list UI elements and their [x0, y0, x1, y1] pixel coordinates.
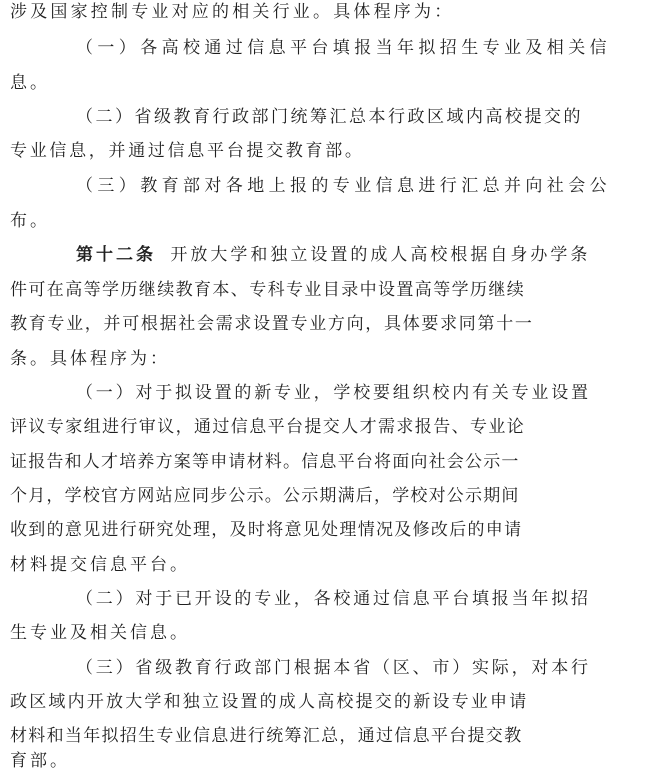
text-line-13: 评议专家组进行审议，通过信息平台提交人才需求报告、专业论 — [10, 417, 526, 437]
text-line-23: 育部。 — [10, 751, 70, 771]
text-line-18: （二）对于已开设的专业，各校通过信息平台填报当年拟招 — [76, 589, 591, 609]
text-line-22: 材料和当年拟招生专业信息进行统筹汇总，通过信息平台提交教 — [10, 726, 523, 746]
text-line-11: 条。具体程序为： — [10, 349, 170, 369]
text-line-15: 个月，学校官方网站应同步公示。公示期满后，学校对公示期间 — [10, 486, 520, 506]
text-line-16: 收到的意见进行研究处理，及时将意见处理情况及修改后的申请 — [10, 520, 523, 540]
text-line-5: 专业信息，并通过信息平台提交教育部。 — [10, 141, 365, 161]
text-line-6: （三）教育部对各地上报的专业信息进行汇总并向社会公 — [76, 176, 611, 196]
text-line-12: （一）对于拟设置的新专业，学校要组织校内有关专业设置 — [76, 383, 591, 403]
text-line-1: 涉及国家控制专业对应的相关行业。具体程序为： — [10, 2, 455, 22]
text-line-20: （三）省级教育行政部门根据本省（区、市）实际，对本行 — [76, 658, 591, 678]
text-line-4: （二）省级教育行政部门统筹汇总本行政区域内高校提交的 — [76, 107, 583, 127]
text-line-19: 生专业及相关信息。 — [10, 623, 190, 643]
article-12-line — [76, 244, 590, 266]
text-line-14: 证报告和人才培养方案等申请材料。信息平台将面向社会公示一 — [10, 452, 520, 472]
text-line-8: 开放大学和独立设置的成人高校根据自身办学条 — [170, 245, 591, 265]
text-line-9: 件可在高等学历继续教育本、专科专业目录中设置高等学历继续 — [10, 280, 526, 300]
article-12-heading: 第十二条 — [76, 245, 156, 265]
text-line-7: 布。 — [10, 211, 50, 231]
text-line-2: （一）各高校通过信息平台填报当年拟招生专业及相关信 — [76, 38, 611, 58]
text-line-10: 教育专业，并可根据社会需求设置专业方向，具体要求同第十一 — [10, 314, 534, 334]
text-line-21: 政区域内开放大学和独立设置的成人高校提交的新设专业申请 — [10, 692, 529, 712]
text-line-3: 息。 — [10, 73, 50, 93]
text-line-17: 材料提交信息平台。 — [10, 555, 190, 575]
